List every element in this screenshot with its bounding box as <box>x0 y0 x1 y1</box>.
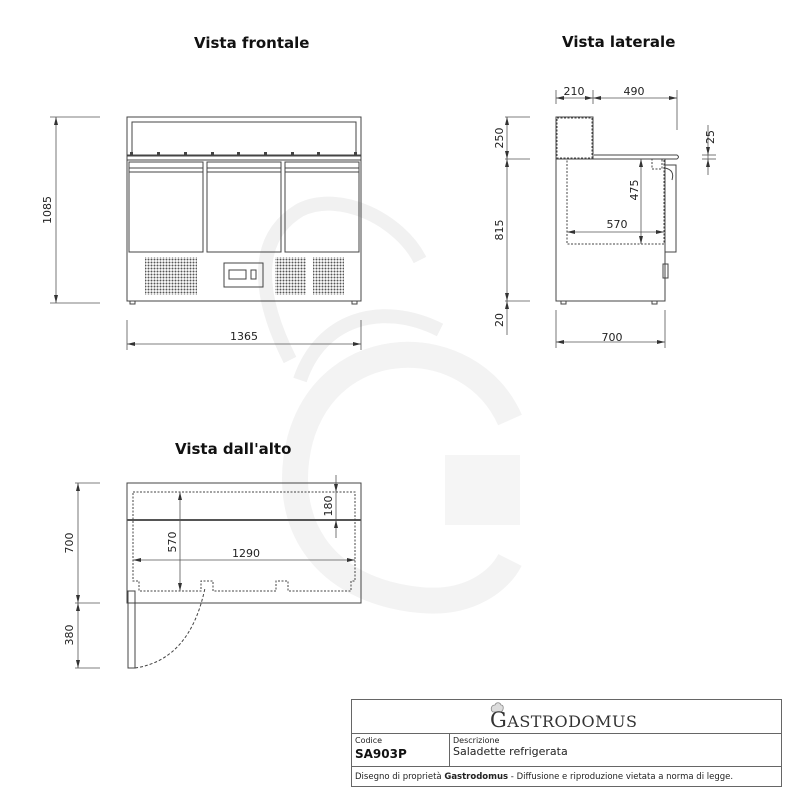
description-label: Descrizione <box>453 736 500 745</box>
top-section-dim: 180 <box>322 495 335 517</box>
brand-logo <box>352 700 781 734</box>
product-code: SA903P <box>355 747 407 761</box>
code-label: Codice <box>355 736 383 745</box>
side-top-depth-dim: 210 <box>563 85 585 98</box>
side-counter-dim: 25 <box>704 130 717 144</box>
brand-name: GASTRODOMUS <box>490 708 638 732</box>
top-door-swing-dim: 380 <box>63 624 76 646</box>
side-body-height-dim: 815 <box>493 219 506 241</box>
side-top-height-dim: 250 <box>493 127 506 149</box>
top-inner-depth-dim: 570 <box>166 531 179 553</box>
side-inner-depth-dim: 570 <box>606 218 628 231</box>
copyright-notice: Disegno di proprietà Gastrodomus - Diffusione e riproduzione vietata a norma di legge. <box>355 772 734 782</box>
side-feet-height-dim: 20 <box>493 313 506 327</box>
title-block <box>351 699 782 787</box>
top-view-title: Vista dall'alto <box>175 440 292 458</box>
product-description: Saladette refrigerata <box>453 745 568 758</box>
side-inner-height-dim: 475 <box>628 179 641 201</box>
top-inner-width-dim: 1290 <box>232 547 260 560</box>
front-view-title: Vista frontale <box>194 34 310 52</box>
side-depth-dim: 700 <box>601 331 623 344</box>
side-top-rest-dim: 490 <box>623 85 645 98</box>
side-view-title: Vista laterale <box>562 33 676 51</box>
front-width-dim: 1365 <box>230 330 258 343</box>
top-depth-dim: 700 <box>63 532 76 554</box>
front-height-dim: 1085 <box>41 196 54 224</box>
